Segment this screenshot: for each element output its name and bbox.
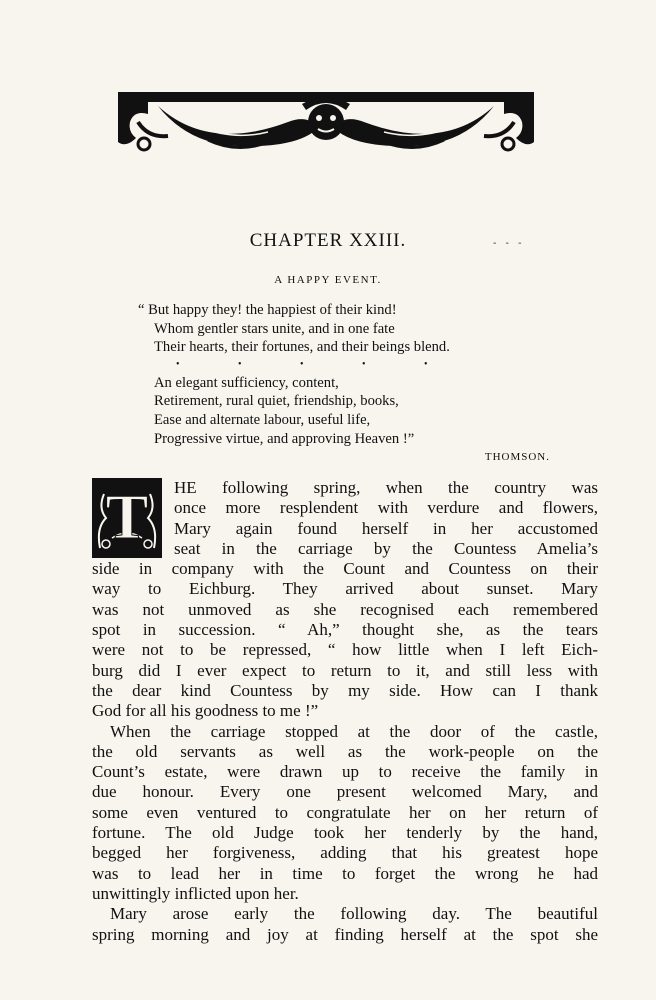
text-line: unwittingly inflicted upon her. bbox=[92, 883, 299, 903]
text-line: HE following spring, when the country was bbox=[174, 478, 598, 497]
text-line: Mary again found herself in her accustomed bbox=[174, 518, 598, 538]
text-line: were not to be repressed, “ how little when I left Eich- bbox=[92, 640, 598, 660]
epigraph bbox=[138, 301, 550, 467]
text-line: side in company with the Count and Countess on their bbox=[92, 559, 598, 579]
text-line: way to Eichburg. They arrived about sunset. Mary bbox=[92, 579, 598, 599]
body-text bbox=[92, 478, 598, 945]
text-line: due honour. Every one present welcomed Mary, and bbox=[92, 782, 598, 802]
ornamental-headpiece bbox=[118, 92, 534, 158]
text-line: the dear kind Countess by my side. How can I thank bbox=[92, 680, 598, 700]
text-line: was to lead her in time to forget the wrong he had bbox=[92, 863, 598, 883]
epigraph-line: An elegant sufficiency, content, bbox=[154, 374, 339, 391]
text-line: When the carriage stopped at the door of the castle, bbox=[110, 721, 598, 741]
text-line: burg did I ever expect to return to it, and still less with bbox=[92, 660, 598, 680]
chapter-title: CHAPTER XXIII. bbox=[249, 230, 407, 251]
text-line: some even ventured to congratulate her on her return of bbox=[92, 802, 598, 822]
text-line: God for all his goodness to me !” bbox=[92, 701, 319, 721]
text-line: was not unmoved as she recognised each remembered bbox=[92, 599, 598, 619]
epigraph-ellipsis-dots: • • • • • bbox=[176, 358, 456, 370]
text-line: Count’s estate, were drawn up to receive the family in bbox=[92, 762, 598, 782]
stray-print-mark: - - - bbox=[493, 238, 525, 249]
text-line: once more resplendent with verdure and flowers, bbox=[174, 498, 598, 518]
epigraph-line: Ease and alternate labour, useful life, bbox=[154, 411, 371, 428]
chapter-subtitle: A HAPPY EVENT. bbox=[274, 274, 382, 286]
text-line: seat in the carriage by the Countess Amelia’s bbox=[174, 538, 598, 558]
text-line: fortune. The old Judge took her tenderly by the hand, bbox=[92, 823, 598, 843]
text-line: the old servants as well as the work-people on the bbox=[92, 741, 598, 761]
epigraph-line: Retirement, rural quiet, friendship, books, bbox=[154, 393, 399, 410]
epigraph-line: “ But happy they! the happiest of their kind! bbox=[138, 302, 397, 318]
epigraph-line: Progressive virtue, and approving Heaven !” bbox=[154, 430, 415, 447]
epigraph-author: THOMSON. bbox=[484, 451, 550, 464]
text-line: spot in succession. “ Ah,” thought she, as the tears bbox=[92, 620, 598, 640]
text-line: Mary arose early the following day. The beautiful bbox=[110, 904, 598, 924]
text-line: begged her forgiveness, adding that his greatest hope bbox=[92, 843, 598, 863]
epigraph-line: Their hearts, their fortunes, and their beings blend. bbox=[154, 339, 450, 356]
text-line: spring morning and joy at finding herself at the spot she bbox=[92, 924, 598, 944]
dropcap-letter: T bbox=[105, 481, 149, 552]
epigraph-line: Whom gentler stars unite, and in one fate bbox=[154, 320, 395, 337]
